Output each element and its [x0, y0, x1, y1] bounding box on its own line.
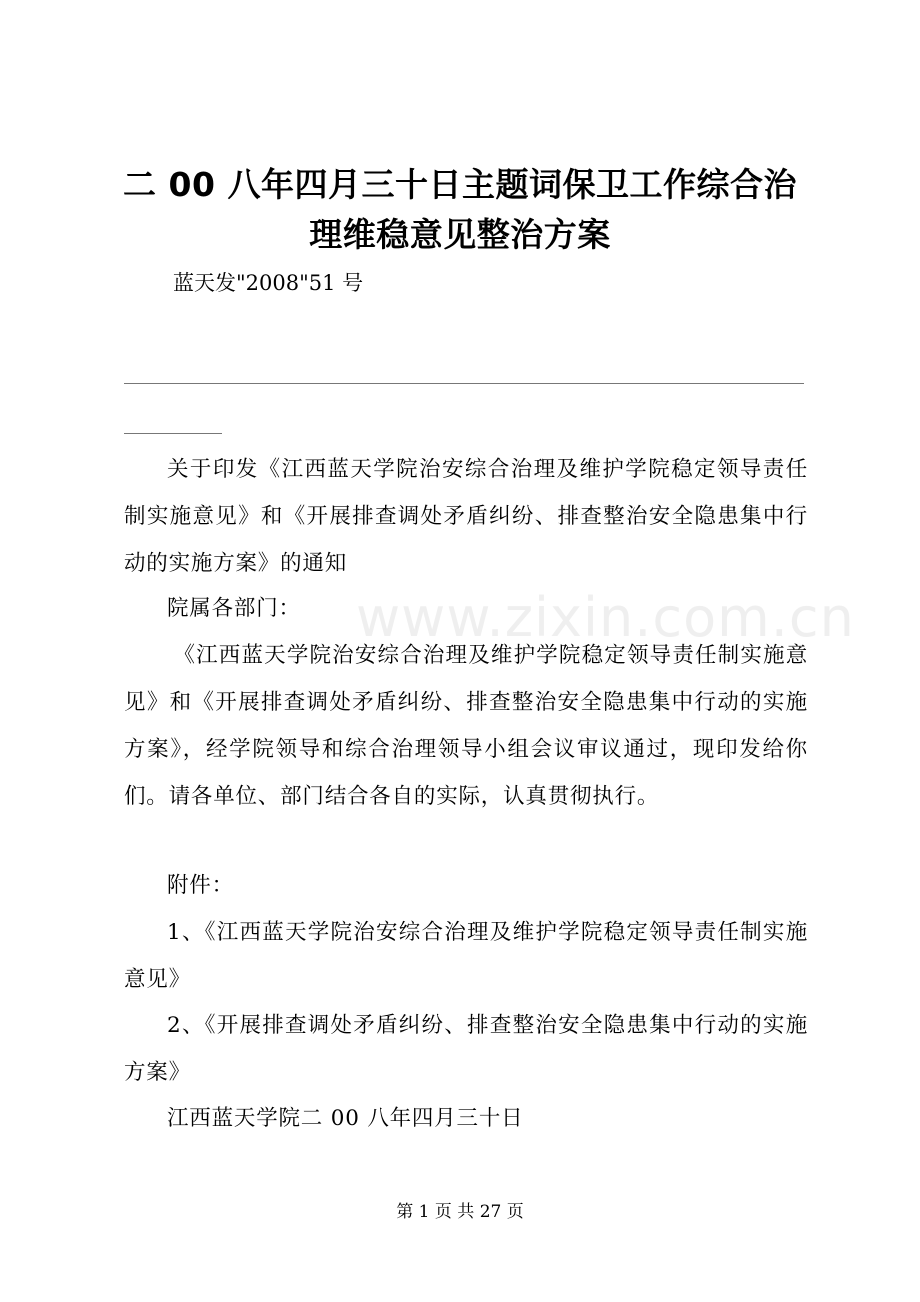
watermark: www.zixin.com.cn — [356, 586, 855, 649]
addressee-paragraph: 院属各部门： — [167, 596, 301, 621]
separator-line — [124, 383, 804, 384]
attachments-label: 附件： — [167, 873, 234, 898]
page-footer: 第 1 页 共 27 页 — [396, 1202, 524, 1222]
attachment-item: 2、《开展排查调处矛盾纠纷、排查整治安全隐患集中行动的实施方案》 — [124, 1013, 808, 1085]
attachment-item: 1、《江西蓝天学院治安综合治理及维护学院稳定领导责任制实施意见》 — [124, 920, 808, 992]
signature-date-paragraph: 江西蓝天学院二 00 八年四月三十日 — [167, 1106, 524, 1131]
document-number: 蓝天发"2008"51 号 — [173, 271, 364, 295]
document-title: 二 00 八年四月三十日主题词保卫工作综合治理维稳意见整治方案 — [123, 165, 797, 254]
separator-line-short — [124, 433, 222, 434]
notice-heading-paragraph: 关于印发《江西蓝天学院治安综合治理及维护学院稳定领导责任制实施意见》和《开展排查调处矛盾纠纷、排查整治安全隐患集中行动的实施方案》的通知 — [124, 457, 808, 576]
body-paragraph: 《江西蓝天学院治安综合治理及维护学院稳定领导责任制实施意见》和《开展排查调处矛盾纠纷、排查整治安全隐患集中行动的实施方案》，经学院领导和综合治理领导小组会议审议通过，现印发给你们。请各单位、部门结合各自的实际，认真贯彻执行。 — [124, 643, 808, 809]
